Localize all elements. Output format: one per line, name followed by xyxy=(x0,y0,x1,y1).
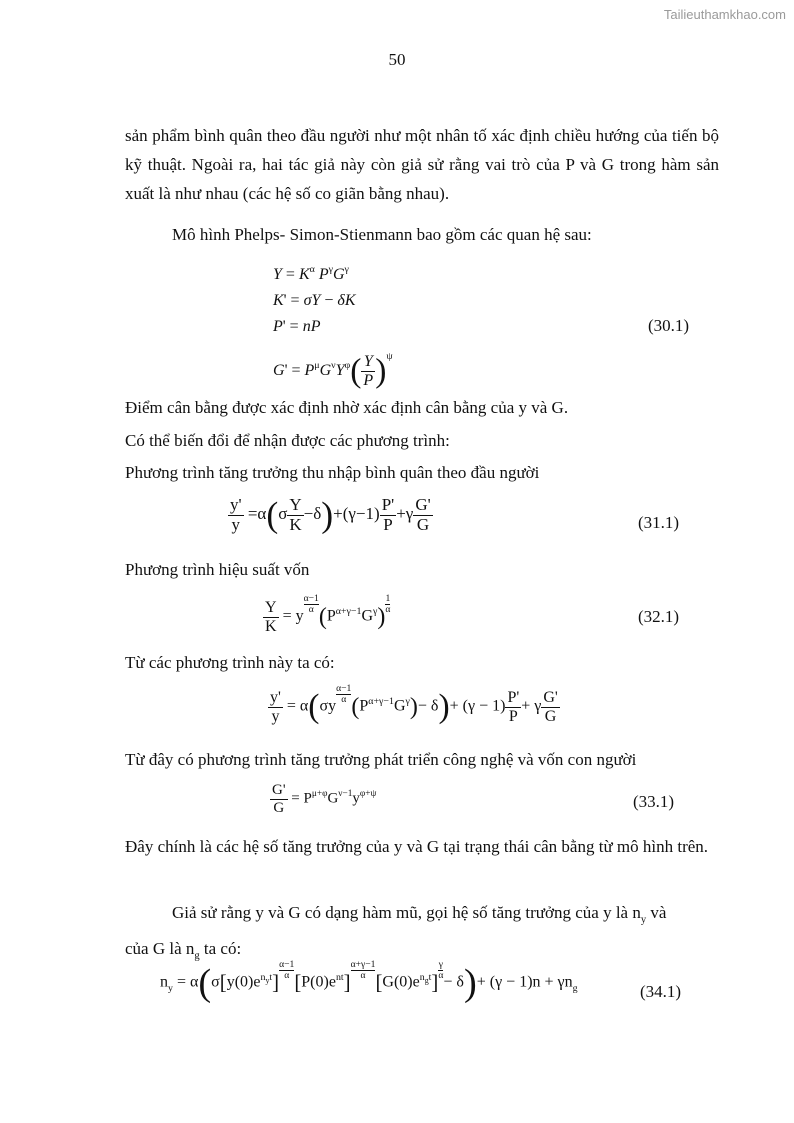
equation-system-30-1: $Y = K^\alpha$ $P^\gamma G^\gamma$ K' = σY − δK P' = nP $G' = P^\mu G^\nu Y^\varphi$( $\frac{Y}{P}$ )$^\psi$ xyxy=(273,264,393,390)
equation-number-32-1: (32.1) xyxy=(638,607,680,626)
paragraph-5: Phương trình tăng trưởng thu nhập bình quân theo đầu người xyxy=(125,463,540,482)
paragraph-4: Có thể biến đổi để nhận được các phương trình: xyxy=(125,431,450,450)
paragraph-1: sản phẩm bình quân theo đầu người như một nhân tố xác định chiều hướng của tiến bộ kỹ thuật. Ngoài ra, hai tác giả này còn giả sử rằng vai trò của P và G trong hàm sản xuất là như nhau (các hệ số co giãn bằng nhau). xyxy=(125,126,719,203)
equation-33-1: $\frac{G'}{G}$ = $P^{\mu+\varphi}G^{\nu-1}y^{\varphi+\psi}$ xyxy=(272,782,377,816)
equation-number-34-1: (34.1) xyxy=(640,982,682,1001)
equation-number-31-1: (31.1) xyxy=(638,513,680,532)
equation-31-1: $\frac{y'}{y}$ =α(σ $\frac{Y}{K}$ −δ)+(γ−1) $\frac{P'}{P}$ +γ $\frac{G'}{G}$ xyxy=(230,494,431,535)
paragraph-6: Phương trình hiệu suất vốn xyxy=(125,560,310,579)
equation-34-1: $n_y = \alpha(\sigma[y(0)e^{n_yt}]$ $\frac{\alpha-1}{\alpha}$ $[P(0)e^{nt}]$ $\frac{\alpha+\gamma-1}{\alpha}$ $[G(0)e^{n_gt}]$ $\frac{\gamma}{\alpha}$ − $\delta)+ (\gamma - 1)n + \gamma n_g$ xyxy=(160,959,578,1004)
paragraph-2: Mô hình Phelps- Simon-Stienmann bao gồm các quan hệ sau: xyxy=(172,225,592,244)
equation-32-1: $\frac{Y}{K}$ = y $\frac{\alpha-1}{\alpha}$ $(P^{\alpha+\gamma-1}G^\gamma)$ $\frac{1}{\alpha}$ xyxy=(265,593,391,635)
page-number: 50 xyxy=(388,50,406,69)
paragraph-10: Giả sử rằng y và G có dạng hàm mũ, gọi hệ số tăng trưởng của y là $n_y$ và của G là $n_g$ ta có: xyxy=(125,903,667,962)
paragraph-9: Đây chính là các hệ số tăng trưởng của y và G tại trạng thái cân bằng từ mô hình trên. xyxy=(125,837,709,856)
paragraph-8: Từ đây có phương trình tăng trưởng phát triển công nghệ và vốn con người xyxy=(125,750,637,769)
equation-number-33-1: (33.1) xyxy=(633,792,675,811)
paragraph-7: Từ các phương trình này ta có: xyxy=(125,653,335,672)
watermark: Tailieuthamkhao.com xyxy=(663,7,786,22)
equation-number-30-1: (30.1) xyxy=(648,316,690,335)
equation-intermediate: $\frac{y'}{y}$ = α(σy $\frac{\alpha-1}{\alpha}$ $(P^{\alpha+\gamma-1}G^\gamma)- \delta)+ (\gamma - 1)$ $\frac{P'}{P}$ + γ $\frac{G'}{G}$ xyxy=(270,683,558,726)
paragraph-3: Điểm cân bằng được xác định nhờ xác định cân bằng của y và G. xyxy=(125,398,569,417)
